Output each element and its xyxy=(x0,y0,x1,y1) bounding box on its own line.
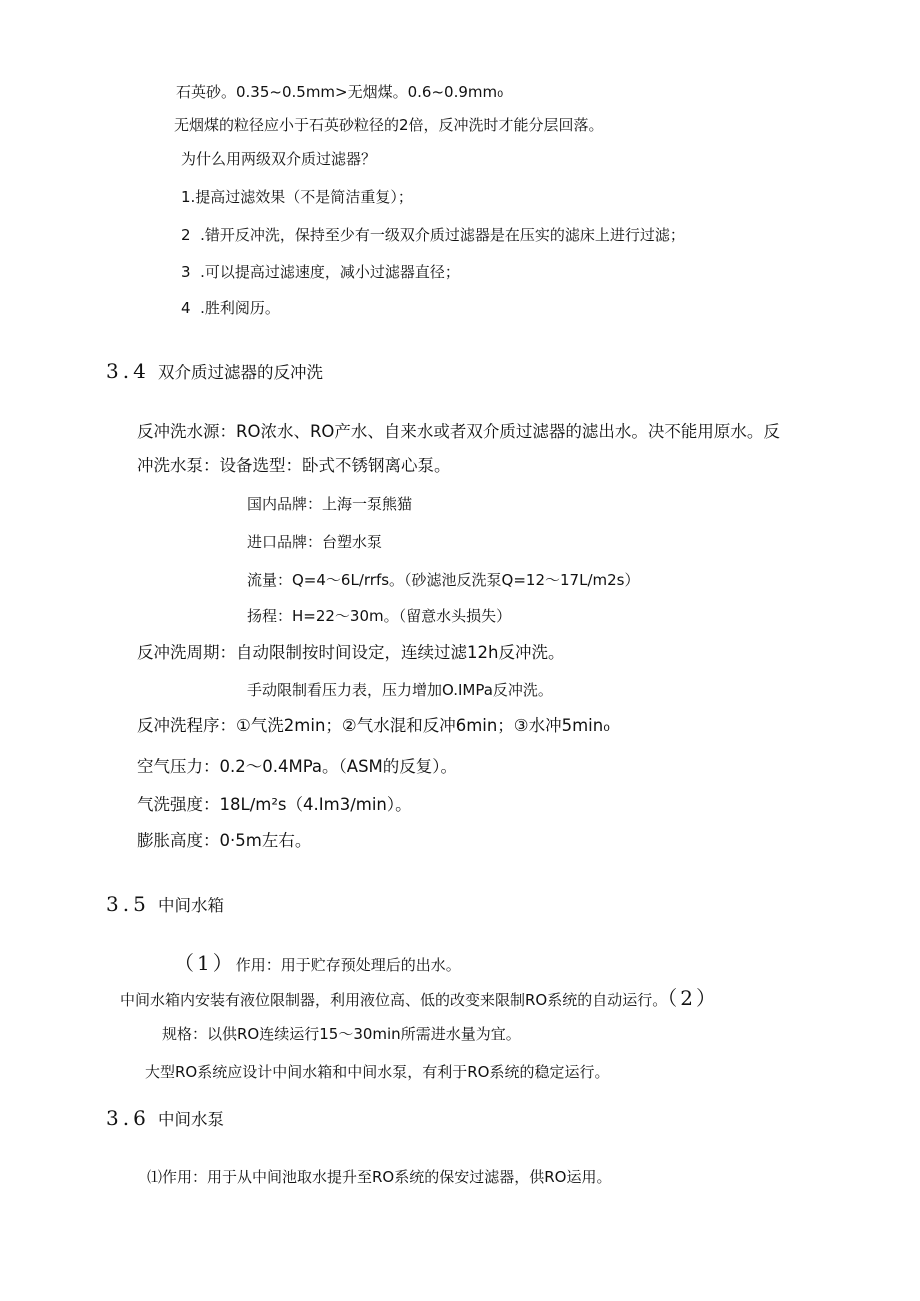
tank-spec: 规格：以供RO连续运行15～30min所需进水量为宜。 xyxy=(162,1025,521,1043)
tank-level-text: 中间水箱内安装有液位限制器，利用液位高、低的改变来限制RO系统的自动运行。 xyxy=(120,991,668,1009)
section-number: 3.5 xyxy=(106,892,150,916)
section-title: 双介质过滤器的反冲洗 xyxy=(158,363,323,382)
tank-level-control xyxy=(120,988,719,1010)
pump-flow: 流量：Q=4～6L∕rrfs。（砂滤池反洗泵Q=12～17L/m2s） xyxy=(247,571,640,589)
section-number: 3.6 xyxy=(106,1106,150,1130)
air-pressure: 空气压力：0.2～0.4MPa。（ASM的反复）。 xyxy=(137,757,458,776)
section-title: 中间水箱 xyxy=(158,896,224,915)
tank-large-system: 大型RO系统应设计中间水箱和中间水泵，有利于RO系统的稳定运行。 xyxy=(145,1063,610,1081)
backwash-source: 反冲洗水源：RO浓水、RO产水、自来水或者双介质过滤器的滤出水。决不能用原水。反 xyxy=(137,422,780,441)
tank-function-text: 作用：用于贮存预处理后的出水。 xyxy=(235,956,461,974)
backwash-program: 反冲洗程序：①气洗2min；②气水混和反冲6min；③水冲5min₀ xyxy=(137,716,610,735)
pump-function: ⑴作用：用于从中间池取水提升至RO系统的保安过滤器，供RO运用。 xyxy=(147,1168,612,1186)
air-intensity: 气洗强度：18L∕m²s（4.Im3∕min）。 xyxy=(137,795,412,814)
line-media-size: 石英砂。0.35~0.5mm>无烟煤。0.6~0.9mm₀ xyxy=(176,83,504,101)
backwash-pump: 冲洗水泵：设备选型：卧式不锈钢离心泵。 xyxy=(137,456,451,475)
list-item-3: 3 .可以提高过滤速度，减小过滤器直径； xyxy=(181,263,460,281)
section-heading-3-6 xyxy=(106,1107,224,1131)
list-item-1: 1.提高过滤效果（不是简洁重复）； xyxy=(181,188,413,206)
section-title: 中间水泵 xyxy=(158,1110,224,1129)
line-anthracite-size: 无烟煤的粒径应小于石英砂粒径的2倍，反冲洗时才能分层回落。 xyxy=(174,116,604,134)
tank-function xyxy=(174,953,461,975)
pump-head: 扬程：H=22～30m。（留意水头损失） xyxy=(247,607,512,625)
section-number: 3.4 xyxy=(106,359,150,383)
section-heading-3-5 xyxy=(106,893,224,917)
expansion-height: 膨胀高度：0·5m左右。 xyxy=(137,831,312,850)
list-item-2: 2 .错开反冲洗，保持至少有一级双介质过滤器是在压实的滤床上进行过滤； xyxy=(181,226,685,244)
list-item-4: 4 .胜利阅历。 xyxy=(181,299,280,317)
section-heading-3-4 xyxy=(106,360,323,384)
line-question: 为什么用两级双介质过滤器？ xyxy=(181,150,377,168)
backwash-cycle: 反冲洗周期：自动限制按时间设定，连续过滤12h反冲洗。 xyxy=(137,643,565,662)
item-marker: （1） xyxy=(174,951,236,975)
manual-control: 手动限制看压力表，压力增加O.IMPa反冲洗。 xyxy=(247,681,553,699)
item-marker: （2） xyxy=(667,986,719,1010)
brand-domestic: 国内品牌：上海一泵熊猫 xyxy=(247,495,413,513)
brand-import: 进口品牌：台塑水泵 xyxy=(247,533,383,551)
